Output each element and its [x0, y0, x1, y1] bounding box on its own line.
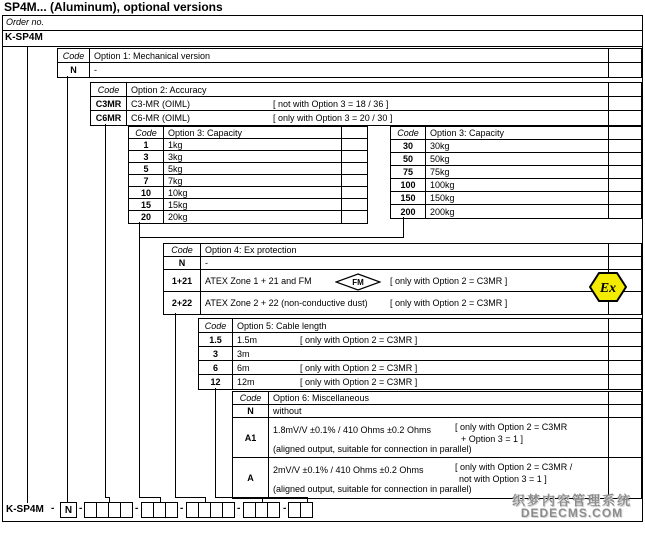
capacity-value: 150kg — [430, 193, 455, 203]
order-code-header: K-SP4M — [5, 32, 43, 43]
capacity-value: 15kg — [168, 199, 188, 210]
option2-row-note: [ only with Option 3 = 20 / 30 ] — [273, 113, 393, 123]
option1-row-code: N — [58, 63, 90, 77]
option6-row-desc: without — [273, 406, 302, 416]
page-title: SP4M... (Aluminum), optional versions — [4, 0, 223, 14]
option6-row-code: A — [233, 458, 269, 498]
option3-title: Option 3: Capacity — [168, 127, 243, 138]
option2-table — [90, 82, 642, 126]
capacity-code: 3 — [129, 151, 164, 162]
option4-row-code: 2+22 — [164, 292, 201, 314]
option5-row-code: 1.5 — [199, 333, 233, 346]
option1-table — [57, 48, 642, 78]
option6-row-code: N — [233, 405, 269, 417]
capacity-code: 30 — [391, 140, 426, 152]
option4-table — [163, 243, 642, 315]
option4-row-desc: - — [205, 258, 208, 268]
code-box — [267, 502, 280, 518]
option5-row-note: [ only with Option 2 = C3MR ] — [300, 334, 418, 345]
ordercode-dash: - — [283, 503, 287, 514]
option6-row-spec: 1.8mV/V ±0.1% / 410 Ohms ±0.2 Ohms — [273, 425, 431, 435]
capacity-code: 20 — [129, 211, 164, 223]
option3-title: Option 3: Capacity — [430, 128, 505, 138]
connector-option4 — [175, 313, 176, 498]
option4-row-note: [ only with Option 2 = C3MR ] — [390, 298, 508, 308]
frame-left — [2, 15, 3, 522]
connector-option1 — [67, 76, 68, 503]
connector-option4-elbow — [175, 497, 206, 498]
svg-text:Ex: Ex — [599, 281, 617, 296]
option4-row-desc: ATEX Zone 2 + 22 (non-conductive dust) — [205, 298, 368, 308]
capacity-value: 10kg — [168, 187, 188, 198]
option1-row-desc: - — [94, 65, 97, 75]
connector-option3-elbow — [139, 497, 161, 498]
option4-row-code: N — [164, 257, 201, 269]
capacity-value: 50kg — [430, 154, 450, 164]
capacity-code: 1 — [129, 139, 164, 150]
option6-row-aligned-note: (aligned output, suitable for connection in parallel) — [273, 444, 472, 454]
option2-row-code: C3MR — [91, 97, 127, 110]
capacity-code: 50 — [391, 153, 426, 165]
option5-row-code: 12 — [199, 375, 233, 389]
watermark-line2: DEDECMS.COM — [520, 506, 624, 520]
option6-row-code: A1 — [233, 418, 269, 457]
ordercode-boxes-option2 — [84, 502, 133, 518]
option2-code-header: Code — [91, 83, 127, 96]
ordercode-n-box: N — [60, 502, 77, 518]
option2-title: Option 2: Accuracy — [131, 84, 207, 95]
option5-row-note: [ only with Option 2 = C3MR ] — [300, 362, 418, 373]
frame-bottom — [2, 521, 643, 522]
capacity-value: 5kg — [168, 163, 183, 174]
capacity-value: 1kg — [168, 139, 183, 150]
capacity-code: 10 — [129, 187, 164, 198]
orderno-divider — [2, 30, 643, 31]
capacity-value: 7kg — [168, 175, 183, 186]
capacity-value: 200kg — [430, 206, 455, 217]
connector-ordercode — [27, 46, 28, 503]
connector-option3-left — [139, 222, 140, 498]
ordercode-divider — [2, 46, 643, 47]
capacity-value: 100kg — [430, 180, 455, 190]
option3-code-header: Code — [129, 127, 164, 138]
option5-row-desc: 3m — [237, 348, 250, 359]
ordercode-dash: - — [237, 503, 241, 514]
option6-row-note-line2: + Option 3 = 1 ] — [461, 434, 524, 444]
option4-row-note: [ only with Option 2 = C3MR ] — [390, 275, 508, 286]
watermark — [505, 495, 639, 519]
capacity-code: 15 — [129, 199, 164, 210]
option5-row-desc: 1.5m — [237, 334, 258, 345]
connector-option6-elbow — [250, 497, 308, 498]
option4-row-code: 1+21 — [164, 270, 201, 291]
option6-row-aligned-note: (aligned output, suitable for connection in parallel) — [273, 484, 472, 494]
capacity-code: 75 — [391, 166, 426, 178]
capacity-value: 20kg — [168, 212, 188, 222]
connector-option3-merge — [139, 237, 404, 238]
option6-row-note-line1: [ only with Option 2 = C3MR — [455, 422, 568, 432]
ordercode-boxes-option4 — [186, 502, 235, 518]
code-box — [300, 502, 313, 518]
option5-title: Option 5: Cable length — [237, 320, 327, 331]
option6-table — [232, 391, 642, 499]
ordercode-prefix: K-SP4M — [6, 504, 44, 515]
ordercode-dash: - — [180, 503, 184, 514]
option4-code-header: Code — [164, 244, 201, 256]
option1-code-header: Code — [58, 49, 90, 62]
capacity-code: 200 — [391, 205, 426, 218]
svg-text:FM: FM — [352, 278, 364, 287]
code-box — [120, 502, 133, 518]
option2-row-note: [ not with Option 3 = 18 / 36 ] — [273, 98, 389, 109]
capacity-value: 3kg — [168, 151, 183, 162]
ordercode-dash: - — [51, 503, 55, 514]
option4-row-desc: ATEX Zone 1 + 21 and FM — [205, 275, 312, 286]
option6-row-note-line1: [ only with Option 2 = C3MR / — [455, 462, 573, 472]
option5-row-code: 6 — [199, 361, 233, 374]
option6-row-spec: 2mV/V ±0.1% / 410 Ohms ±0.2 Ohms — [273, 465, 424, 475]
connector-option3-right — [403, 217, 404, 238]
ordercode-boxes-option5 — [243, 502, 280, 518]
fm-approval-icon — [335, 273, 381, 291]
option5-row-desc: 12m — [237, 377, 255, 387]
watermark-line1: 织梦内容管理系统 — [511, 493, 632, 508]
ordercode-boxes-option3 — [141, 502, 178, 518]
code-box — [165, 502, 178, 518]
ordercode-boxes-option6 — [288, 502, 313, 518]
option3-right-table — [390, 126, 642, 219]
capacity-code: 7 — [129, 175, 164, 186]
capacity-code: 150 — [391, 192, 426, 204]
option5-code-header: Code — [199, 319, 233, 332]
option1-title: Option 1: Mechanical version — [94, 50, 211, 61]
option2-row-desc: C3-MR (OIML) — [131, 98, 190, 109]
order-no-label: Order no. — [6, 17, 45, 27]
option5-row-note: [ only with Option 2 = C3MR ] — [300, 377, 418, 387]
option6-code-header: Code — [233, 392, 269, 404]
option2-row-code: C6MR — [91, 111, 127, 125]
option3-code-header: Code — [391, 127, 426, 139]
connector-option5 — [215, 388, 216, 498]
option2-row-desc: C6-MR (OIML) — [131, 113, 190, 123]
frame-top — [2, 15, 643, 16]
atex-ex-icon — [589, 271, 627, 303]
ordercode-dash: - — [79, 503, 83, 514]
capacity-value: 75kg — [430, 167, 450, 177]
option5-table — [198, 318, 642, 390]
capacity-code: 5 — [129, 163, 164, 174]
code-box — [222, 502, 235, 518]
option3-left-table — [128, 126, 368, 224]
option5-row-code: 3 — [199, 347, 233, 360]
capacity-code: 100 — [391, 179, 426, 191]
option5-row-desc: 6m — [237, 362, 250, 373]
ordercode-dash: - — [135, 503, 139, 514]
capacity-value: 30kg — [430, 141, 450, 151]
connector-option2 — [105, 124, 106, 498]
option6-title: Option 6: Miscellaneous — [273, 393, 370, 403]
option6-row-note-line2: not with Option 3 = 1 ] — [459, 474, 547, 484]
option4-title: Option 4: Ex protection — [205, 245, 297, 255]
frame-right — [642, 15, 643, 522]
